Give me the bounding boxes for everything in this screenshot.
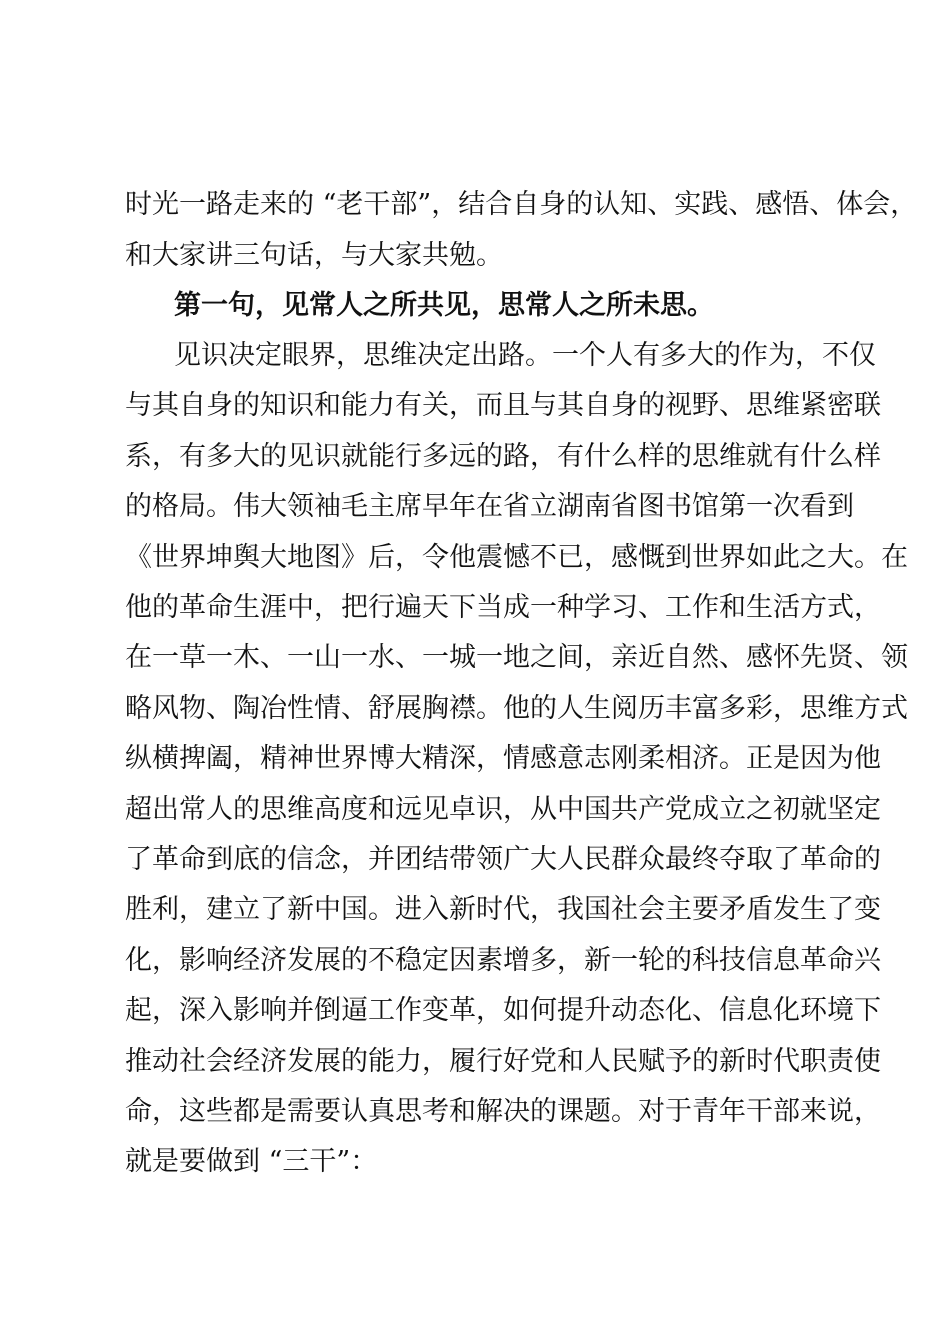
section-heading: 第一句，见常人之所共见，思常人之所未思。: [174, 290, 714, 321]
intro-line-1: 时光一路走来的 “老干部”，结合自身的认知、实践、感悟、体会，: [125, 189, 918, 220]
body-line-10: 超出常人的思维高度和远见卓识，从中国共产党成立之初就坚定: [125, 794, 881, 825]
body-line-12: 胜利，建立了新中国。进入新时代，我国社会主要矛盾发生了变: [125, 894, 881, 925]
body-line-7: 在一草一木、一山一水、一城一地之间，亲近自然、感怀先贤、领: [125, 642, 908, 673]
body-line-4: 的格局。伟大领袖毛主席早年在省立湖南省图书馆第一次看到: [125, 491, 854, 522]
body-line-16: 命，这些都是需要认真思考和解决的课题。对于青年干部来说，: [125, 1096, 881, 1127]
body-line-11: 了革命到底的信念，并团结带领广大人民群众最终夺取了革命的: [125, 844, 881, 875]
body-line-15: 推动社会经济发展的能力，履行好党和人民赋予的新时代职责使: [125, 1046, 881, 1077]
body-line-3: 系，有多大的见识就能行多远的路，有什么样的思维就有什么样: [125, 441, 881, 472]
body-line-13: 化，影响经济发展的不稳定因素增多，新一轮的科技信息革命兴: [125, 945, 881, 976]
body-line-9: 纵横捭阖，精神世界博大精深，情感意志刚柔相济。正是因为他: [125, 743, 881, 774]
body-line-2: 与其自身的知识和能力有关，而且与其自身的视野、思维紧密联: [125, 390, 881, 421]
body-line-14: 起，深入影响并倒逼工作变革，如何提升动态化、信息化环境下: [125, 995, 881, 1026]
body-line-1: 见识决定眼界，思维决定出路。一个人有多大的作为，不仅: [174, 340, 876, 371]
intro-line-2: 和大家讲三句话，与大家共勉。: [125, 240, 503, 271]
body-line-17: 就是要做到 “三干”：: [125, 1146, 378, 1177]
body-line-8: 略风物、陶冶性情、舒展胸襟。他的人生阅历丰富多彩，思维方式: [125, 693, 908, 724]
body-line-5: 《世界坤舆大地图》后，令他震憾不已，感慨到世界如此之大。在: [125, 542, 908, 573]
body-line-6: 他的革命生涯中，把行遍天下当成一种学习、工作和生活方式，: [125, 592, 881, 623]
